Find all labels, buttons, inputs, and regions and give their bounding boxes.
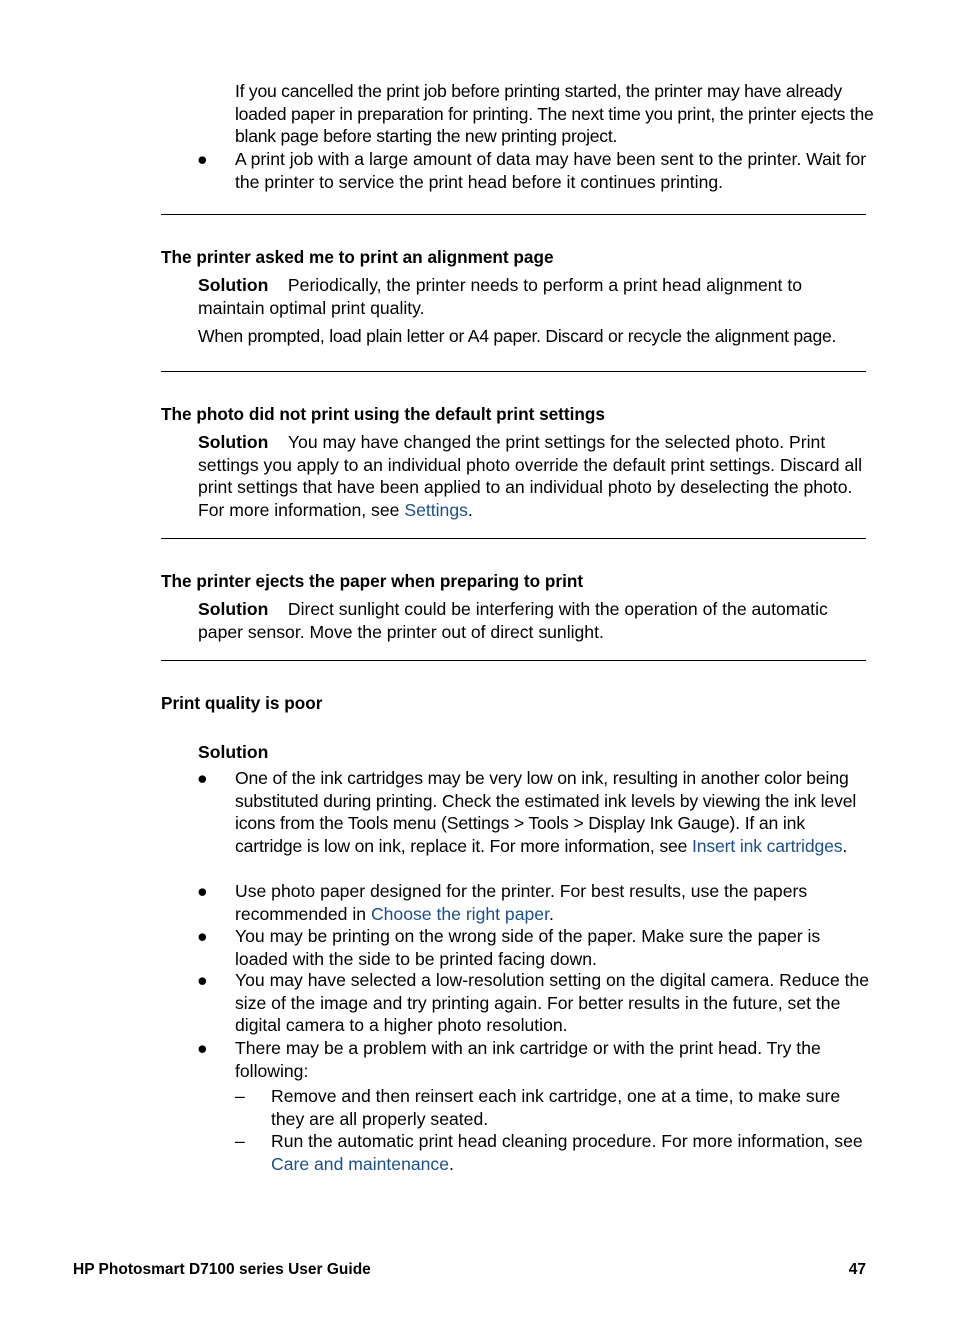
list-item-text: One of the ink cartridges may be very low on ink, resulting in another color being substituted during printing. Check the estimated ink levels by viewing the ink level icons from the Tools menu (Settings > Tools > Display Ink Gauge). If an ink cartridge is low on ink, replace it. For more information, see <box>235 768 857 856</box>
list-item <box>235 880 870 925</box>
page-number: 47 <box>848 1261 866 1278</box>
sub-list-item <box>271 1130 871 1175</box>
dash-marker: – <box>235 1086 245 1106</box>
list-item: A print job with a large amount of data may have been sent to the printer. Wait for the printer to service the print head before it continues printing. <box>235 149 867 192</box>
divider <box>161 214 866 215</box>
dash-marker: – <box>235 1131 245 1151</box>
choose-right-paper-link[interactable]: Choose the right paper <box>370 903 549 924</box>
solution-label: Solution <box>198 432 269 452</box>
solution-text: Direct sunlight could be interfering with the operation of the automatic paper sensor. Move the printer out of direct sunlight. <box>198 599 828 642</box>
divider <box>161 538 866 539</box>
period: . <box>449 1153 454 1174</box>
solution-paragraph <box>198 431 870 521</box>
bullet-marker: ● <box>197 149 208 169</box>
section-title-quality: Print quality is poor <box>161 693 323 713</box>
solution-paragraph <box>198 598 870 643</box>
period: . <box>467 499 473 520</box>
list-item: There may be a problem with an ink cartridge or with the print head. Try the following: <box>235 1038 821 1081</box>
period: . <box>548 903 554 924</box>
care-and-maintenance-link[interactable]: Care and maintenance <box>271 1153 450 1174</box>
divider <box>161 371 866 372</box>
list-item-text: Use photo paper designed for the printer. For best results, use the papers recommended in <box>235 881 808 924</box>
paragraph: When prompted, load plain letter or A4 paper. Discard or recycle the alignment page. <box>198 326 837 346</box>
solution-text: Periodically, the printer needs to perform a print head alignment to maintain optimal print quality. <box>198 275 803 318</box>
solution-label: Solution <box>198 742 269 762</box>
solution-label: Solution <box>198 275 269 295</box>
bullet-marker: ● <box>197 970 208 990</box>
list-item: You may have selected a low-resolution setting on the digital camera. Reduce the size of the image and try printing again. For better results in the future, set the digital camera to a higher photo resolution. <box>235 970 870 1035</box>
sub-list-item: Remove and then reinsert each ink cartridge, one at a time, to make sure they are all properly seated. <box>271 1086 841 1129</box>
solution-text: You may have changed the print settings for the selected photo. Print settings you apply to an individual photo override the default print settings. Discard all print settings that have been applied to an individual photo by deselecting the photo. For more information, see <box>198 432 863 520</box>
footer-title: HP Photosmart D7100 series User Guide <box>73 1261 371 1278</box>
list-item: You may be printing on the wrong side of the paper. Make sure the paper is loaded with the side to be printed facing down. <box>235 926 821 969</box>
period: . <box>842 835 848 856</box>
settings-link[interactable]: Settings <box>404 499 468 520</box>
insert-ink-cartridges-link[interactable]: Insert ink cartridges <box>692 835 843 856</box>
bullet-marker: ● <box>197 1038 208 1058</box>
solution-paragraph <box>198 274 870 319</box>
solution-label: Solution <box>198 599 269 619</box>
bullet-marker: ● <box>197 768 208 788</box>
section-title-default-settings: The photo did not print using the default print settings <box>161 404 605 424</box>
sub-list-item-text: Run the automatic print head cleaning procedure. For more information, see <box>271 1131 863 1151</box>
bullet-marker: ● <box>197 926 208 946</box>
list-item <box>235 767 870 857</box>
bullet-marker: ● <box>197 881 208 901</box>
section-title-alignment: The printer asked me to print an alignment page <box>161 247 554 267</box>
continued-paragraph: If you cancelled the print job before printing started, the printer may have already loaded paper in preparation for printing. The next time you print, the printer ejects the blank page before starting the new printing project. <box>235 81 874 146</box>
divider <box>161 660 866 661</box>
section-title-ejects: The printer ejects the paper when preparing to print <box>161 571 584 591</box>
